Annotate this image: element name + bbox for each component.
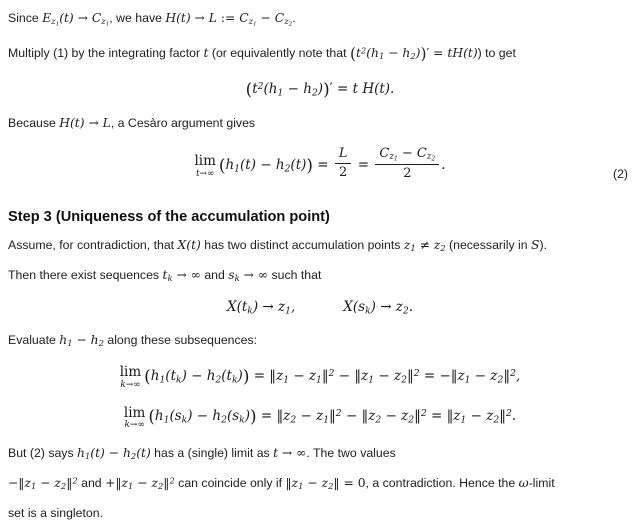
- paragraph-cesaro: [8, 115, 632, 133]
- math-inline-positive-norm-sq: $+‖z_1$ − $z_2‖^2$: [105, 475, 175, 492]
- math-inline-S: S: [531, 238, 540, 253]
- text-fragment: has two distinct accumulation points: [200, 238, 404, 253]
- math-inline-tk-to-infty: $t_k$ → ∞: [162, 268, 201, 284]
- text-fragment: can coincide only if: [174, 476, 286, 491]
- text-fragment: Assume, for contradiction, that: [8, 238, 178, 253]
- paragraph-singleton: set is a singleton.: [8, 506, 104, 521]
- paragraph-evaluate-h1-h2: [8, 332, 632, 350]
- equation-limit-tk: [8, 364, 632, 388]
- equation-content: lim k→∞ $(h_1(s_k) - h_2(s_k))$ = $‖z_2$ − $z_1‖^2$ − $‖z_2$ − $z_2‖^2$ = $‖z_1$ − $z_2‖^2$.: [123, 404, 517, 431]
- text-fragment: . The two values: [306, 445, 396, 460]
- math-inline-negative-norm-sq: $-‖z_1$ − $z_2‖^2$: [8, 475, 78, 492]
- math-inline-X-of-t: X(t): [177, 238, 201, 253]
- text-fragment: , we have: [109, 11, 166, 25]
- text-fragment: ).: [539, 238, 547, 253]
- math-inline-integrating-identity: $(t^2(h_1 - h_2))' = tH(t)$: [349, 44, 478, 63]
- equation-content: lim k→∞ $(h_1(t_k) - h_2(t_k))$ = $‖z_1$ − $z_1‖^2$ − $‖z_1$ − $z_2‖^2$ = $-‖z_1$ − $z_2‖^2$,: [119, 364, 521, 390]
- math-inline-h1t-minus-h2t: $h_1(t) - h_2(t)$: [77, 445, 151, 461]
- text-fragment: But (2) says: [8, 445, 78, 460]
- text-fragment: has a (single) limit as: [150, 445, 274, 460]
- paragraph-but-eq2-says: [8, 445, 632, 463]
- math-inline-H-to-L: H(t) → L := $C_{z_1} - C_{z_2}$: [165, 11, 293, 28]
- math-inline-t-to-infty: t → ∞: [273, 445, 307, 460]
- equation-2-limit-difference: [8, 147, 632, 183]
- text-fragment: Since: [8, 11, 43, 25]
- text-fragment: Then there exist sequences: [8, 268, 163, 283]
- heading-step-3: Step 3 (Uniqueness of the accumulation point): [8, 209, 330, 226]
- text-fragment: -limit: [528, 476, 555, 491]
- math-inline-sk-to-infty: $s_k$ → ∞: [228, 268, 269, 284]
- math-inline-t: t: [203, 45, 209, 60]
- paragraph-assume-contradiction: [8, 237, 632, 255]
- text-fragment: and: [77, 476, 106, 491]
- math-inline-h1-minus-h2: $h_1 - h_2$: [59, 333, 104, 349]
- equation-content-right: $X(s_k) \to z_2$.: [343, 298, 414, 317]
- equation-limit-sk: [8, 404, 632, 431]
- text-fragment: ) to get: [477, 45, 516, 60]
- math-inline-Ez-to-Cz: $E_{z_1}(t) \to C_{z_1}$: [42, 11, 110, 28]
- text-fragment: and: [200, 268, 229, 283]
- text-fragment: along these subsequences:: [103, 333, 258, 348]
- equation-subsequence-limits: [8, 299, 632, 316]
- equation-number: (2): [612, 167, 628, 182]
- equation-content-left: $X(t_k) \to z_1$,: [226, 298, 296, 317]
- text-fragment: Multiply (1) by the integrating factor: [8, 45, 204, 60]
- text-fragment: Because: [8, 116, 60, 131]
- text-fragment: , a Cesàro argument gives: [110, 116, 256, 131]
- math-inline-omega: ω: [518, 476, 529, 491]
- text-fragment: (or equivalently note that: [208, 45, 350, 60]
- equation-content: $(t^2(h_1 - h_2))' = t$ H(t).: [245, 79, 395, 100]
- equation-content: lim t→∞ $(h_1(t) - h_2(t))$ = $\frac{L}{2}$ = $\frac{C_{z_1} - C_{z_2}}{2}$ .: [194, 145, 446, 181]
- paragraph-values-coincide: [8, 474, 632, 493]
- text-fragment: .: [292, 11, 296, 25]
- text-fragment: Evaluate: [8, 333, 60, 348]
- text-fragment: such that: [268, 268, 322, 283]
- equation-integrating-factor: [8, 79, 632, 99]
- text-fragment: (necessarily in: [445, 238, 532, 253]
- paragraph-sequences-exist: [8, 267, 632, 285]
- text-fragment: , a contradiction. Hence the: [365, 476, 519, 491]
- paragraph-since-E: [8, 10, 632, 29]
- math-inline-H-to-L-2: H(t) → L: [59, 116, 111, 131]
- math-inline-z1-neq-z2: $z_1 \ne z_2$: [403, 238, 446, 254]
- math-inline-norm-zero: $‖z_1$ − $z_2‖ = 0$: [285, 476, 366, 492]
- paragraph-multiply-integrating-factor: [8, 43, 632, 65]
